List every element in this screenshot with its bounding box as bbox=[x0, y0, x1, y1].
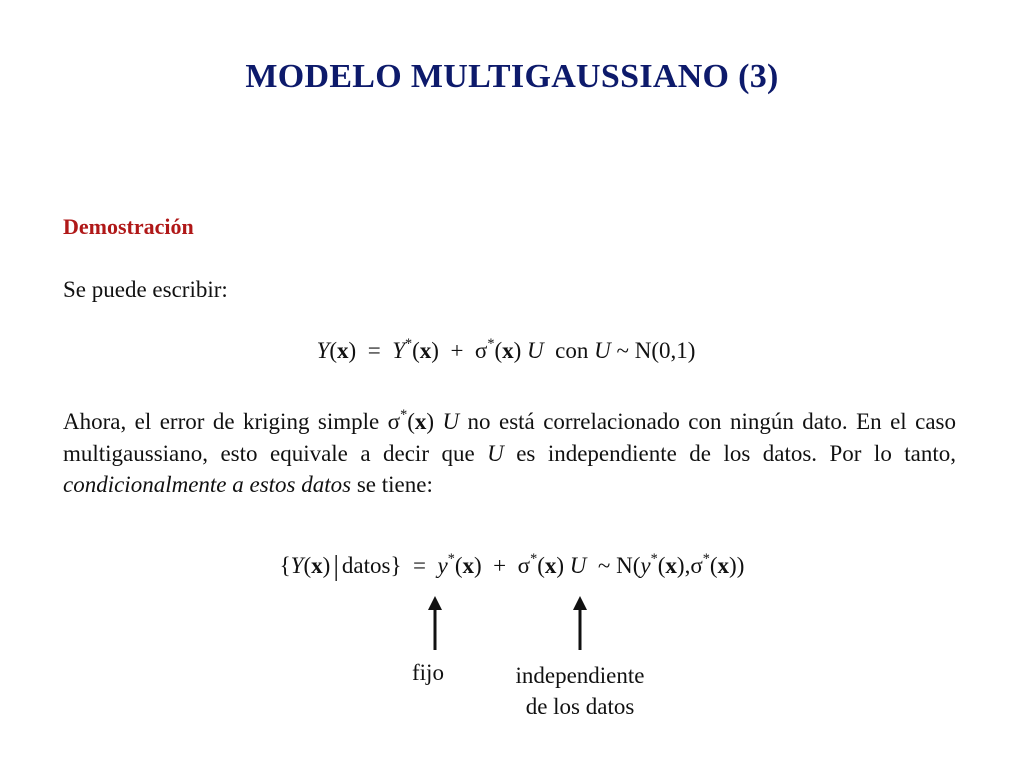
equation-decomposition: Y(x) = Y*(x) + σ*(x) U con U ~ N(0,1) bbox=[316, 336, 696, 363]
label-independiente-line2: de los datos bbox=[525, 694, 635, 719]
up-arrow-icon bbox=[573, 596, 587, 650]
label-independiente-line1: independiente bbox=[515, 663, 645, 688]
label-fijo: fijo bbox=[412, 660, 444, 685]
slide-title: MODELO MULTIGAUSSIANO (3) bbox=[245, 58, 779, 95]
explanation-paragraph: Ahora, el error de kriging simple σ*(x) U no está correlacionado con ningún dato. En el caso multigaussiano, esto equivale a decir que U es independiente de los datos. Por lo tanto, condicionalmente a estos datos se tiene: bbox=[63, 407, 957, 497]
label-independiente bbox=[490, 660, 670, 722]
intro-text: Se puede escribir: bbox=[63, 277, 228, 302]
section-heading: Demostración bbox=[63, 214, 194, 239]
up-arrow-icon bbox=[428, 596, 442, 650]
equation-conditional: {Y(x) | datos} = y*(x) + σ*(x) U ~ N(y*(x),σ*(x)) bbox=[279, 551, 745, 582]
